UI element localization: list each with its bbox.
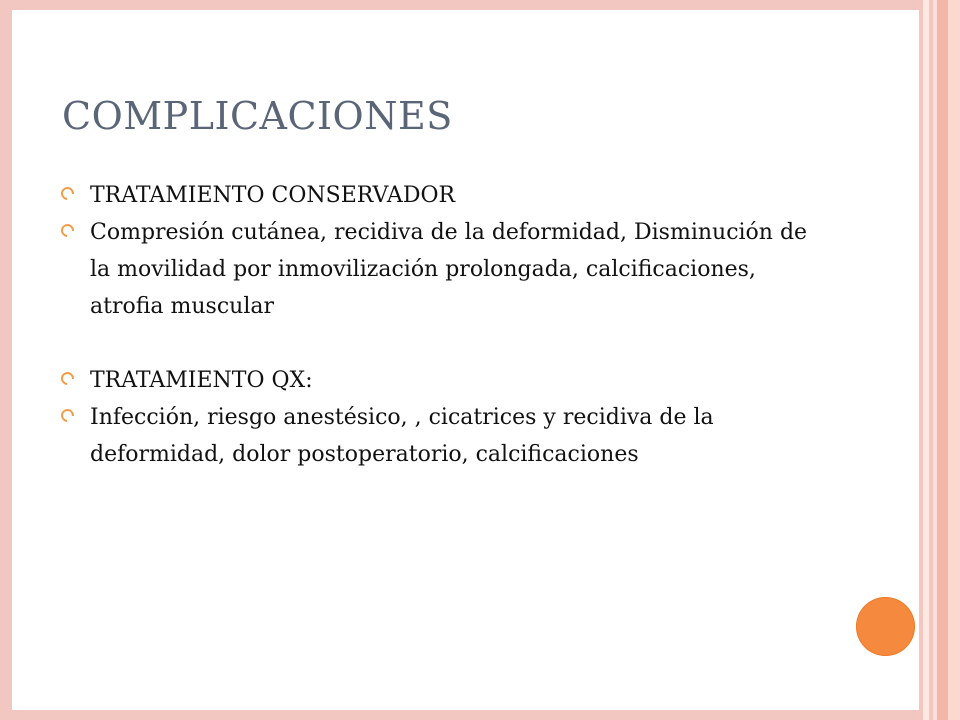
decorative-stripe [948,0,960,720]
bullet-text: TRATAMIENTO CONSERVADOR [90,183,456,208]
bullet-text: TRATAMIENTO QX: [90,368,313,393]
bullet-item [60,214,830,325]
slide-title: COMPLICACIONES [62,94,453,138]
filled-circle-icon [856,597,915,656]
open-circle-icon [58,369,76,387]
bullet-text: Infección, riesgo anestésico, , cicatrices y recidiva de la deformidad, dolor postoperatorio, calcificaciones [90,405,714,467]
decorative-stripe [937,0,948,720]
bullet-item [60,177,830,214]
bullet-text: Compresión cutánea, recidiva de la deformidad, Disminución de la movilidad por inmovilización prolongada, calcificaciones, atrofia muscular [90,220,808,319]
bullet-list [60,177,830,473]
open-circle-icon [58,406,76,424]
open-circle-icon [58,184,76,202]
open-circle-icon [58,221,76,239]
bullet-item [60,362,830,399]
bullet-item [60,399,830,473]
